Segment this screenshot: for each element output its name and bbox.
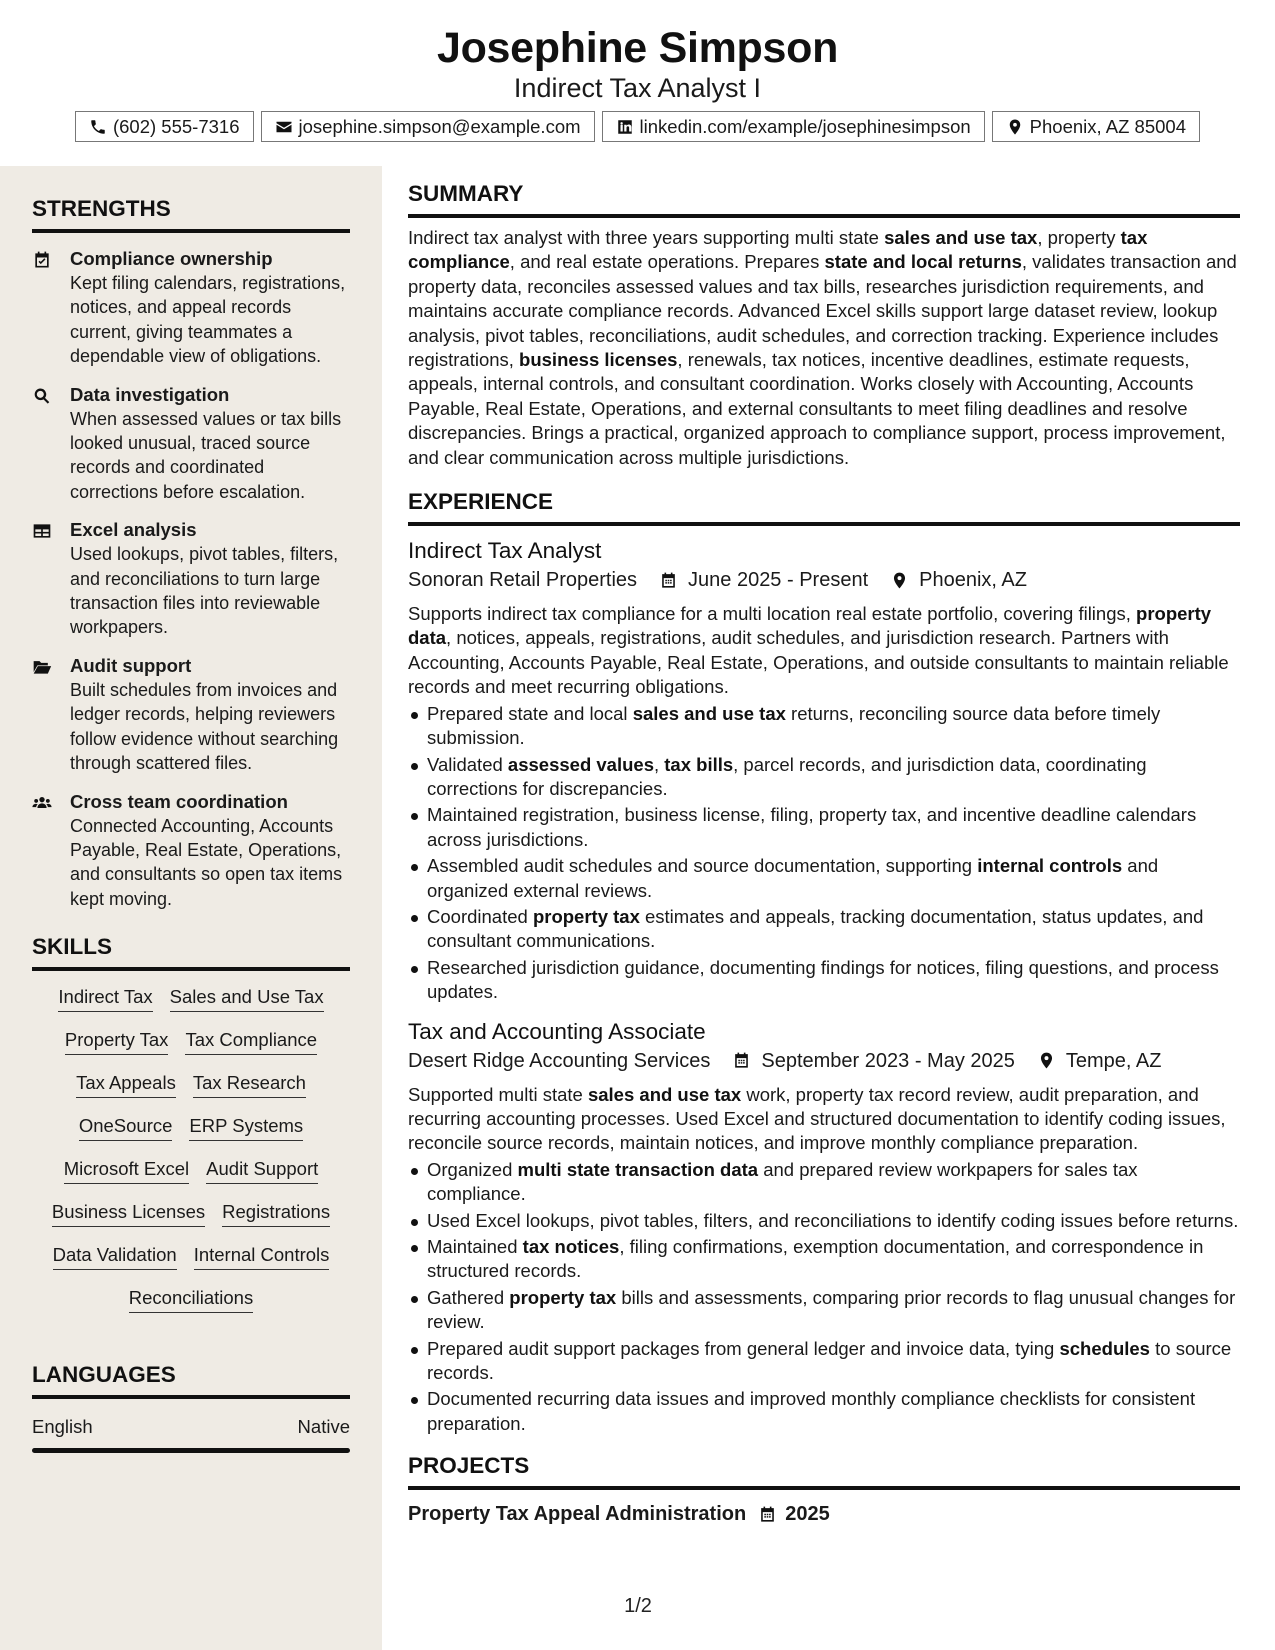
job-bullet: Organized multi state transaction data and prepared review workpapers for sales tax compliance.	[408, 1158, 1240, 1207]
job-location: Phoenix, AZ	[919, 569, 1027, 592]
job-meta	[408, 566, 1240, 594]
job-company: Desert Ridge Accounting Services	[408, 1049, 711, 1072]
bold-phrase: tax compliance	[408, 227, 1148, 273]
job-location: Tempe, AZ	[1065, 1049, 1162, 1072]
strength-item	[32, 518, 350, 640]
project-name: Property Tax Appeal Administration	[408, 1503, 747, 1526]
skill-tag: Audit Support	[206, 1157, 318, 1184]
skill-tag: Microsoft Excel	[64, 1157, 189, 1184]
contact-bar	[0, 111, 1275, 142]
calendar-check-icon	[32, 250, 52, 270]
contact-location	[992, 111, 1200, 142]
strengths-heading: STRENGTHS	[32, 196, 171, 221]
envelope-icon	[275, 118, 293, 136]
job-bullet: Prepared audit support packages from general ledger and invoice data, tying schedules to source records.	[408, 1337, 1240, 1386]
job-description: Supported multi state sales and use tax work, property tax record review, audit preparation, and recurring accounting processes. Used Excel and structured documentation to identify coding issues, reconcile source records, maintain notices, and improve monthly compliance preparation.	[408, 1083, 1226, 1154]
bold-phrase: property tax	[532, 905, 640, 927]
bold-phrase: multi state transaction data	[517, 1158, 759, 1180]
job-bullet: Gathered property tax bills and assessments, comparing prior records to flag unusual changes for review.	[408, 1286, 1240, 1335]
job-title: Indirect Tax Analyst	[408, 538, 602, 564]
strength-description: Kept filing calendars, registrations, notices, and appeal records current, giving teammates a dependable view of obligations.	[70, 273, 346, 367]
job-title: Tax and Accounting Associate	[408, 1018, 706, 1044]
strength-name: Compliance ownership	[70, 248, 273, 269]
candidate-name: Josephine Simpson	[436, 24, 839, 72]
job-bullet: Prepared state and local sales and use tax returns, reconciling source data before timely submission.	[408, 702, 1240, 751]
bold-phrase: assessed values	[507, 753, 654, 775]
section-divider	[408, 214, 1240, 218]
skills-heading: SKILLS	[32, 934, 113, 960]
main-column	[408, 166, 1240, 1528]
calendar-icon	[732, 1051, 751, 1070]
contact-phone-text: (602) 555-7316	[112, 115, 240, 137]
skill-tag: Business Licenses	[52, 1200, 205, 1227]
languages-heading: LANGUAGES	[32, 1362, 176, 1388]
language-name: English	[32, 1416, 93, 1438]
bold-phrase: property data	[408, 603, 1212, 649]
candidate-title: Indirect Tax Analyst I	[513, 73, 762, 103]
users-icon	[32, 793, 52, 813]
job-dates: June 2025 - Present	[688, 569, 869, 592]
job-bullet: Validated assessed values, tax bills, parcel records, and jurisdiction data, coordinating corrections for discrepancies.	[408, 753, 1240, 802]
job-description: Supports indirect tax compliance for a multi location real estate portfolio, covering filings, property data, notices, appeals, registrations, audit schedules, and jurisdiction research. Partners with Accounting, Accounts Payable, Real Estate, Operations, and outside consultants to maintain reliable records and meet recurring obligations.	[408, 603, 1229, 698]
skill-tag: Property Tax	[65, 1028, 169, 1055]
strength-item	[32, 383, 350, 505]
skill-tag: Tax Appeals	[76, 1071, 176, 1098]
experience-heading: EXPERIENCE	[408, 489, 554, 515]
strength-description: Connected Accounting, Accounts Payable, Real Estate, Operations, and consultants so open tax items kept moving.	[70, 815, 343, 909]
strength-name: Excel analysis	[70, 519, 197, 541]
skill-tag: Indirect Tax	[58, 985, 152, 1012]
bold-phrase: sales and use tax	[632, 702, 786, 724]
skill-tag: Internal Controls	[194, 1243, 330, 1270]
summary-heading: SUMMARY	[408, 181, 524, 206]
language-proficiency-bar	[32, 1448, 350, 1453]
strength-description: Used lookups, pivot tables, filters, and reconciliations to turn large transaction files into reviewable workpapers.	[70, 544, 339, 638]
bold-phrase: tax bills	[664, 753, 734, 775]
strength-name: Audit support	[70, 654, 192, 676]
skill-tag: OneSource	[79, 1114, 173, 1141]
job-entry	[408, 536, 1240, 1005]
strength-description: When assessed values or tax bills looked unusual, traced source records and coordinated corrections before escalation.	[70, 408, 342, 502]
section-divider	[32, 1395, 350, 1399]
job-bullet: Maintained tax notices, filing confirmations, exemption documentation, and correspondence in structured records.	[408, 1235, 1240, 1284]
strength-description: Built schedules from invoices and ledger records, helping reviewers follow evidence without searching through scattered files.	[70, 679, 339, 774]
skill-tag: Tax Compliance	[185, 1028, 317, 1055]
map-pin-icon	[1037, 1051, 1056, 1070]
job-bullet: Used Excel lookups, pivot tables, filters, and reconciliations to identify coding issues before returns.	[408, 1209, 1240, 1233]
job-bullets	[408, 702, 1240, 1005]
language-row	[32, 1415, 350, 1439]
projects-heading: PROJECTS	[408, 1453, 530, 1479]
bold-phrase: schedules	[1059, 1337, 1150, 1359]
contact-phone[interactable]	[75, 111, 254, 142]
bold-phrase: sales and use tax	[884, 227, 1038, 248]
job-dates: September 2023 - May 2025	[761, 1049, 1015, 1072]
map-pin-icon	[890, 571, 909, 590]
skill-tag: Registrations	[222, 1200, 330, 1227]
calendar-icon	[758, 1505, 777, 1524]
job-company: Sonoran Retail Properties	[408, 569, 638, 592]
skill-tag: Tax Research	[193, 1071, 306, 1098]
bold-phrase: state and local returns	[824, 251, 1022, 273]
skills-list	[32, 971, 350, 1313]
sidebar	[0, 166, 382, 1650]
language-level: Native	[297, 1416, 350, 1438]
contact-email-text: josephine.simpson@example.com	[298, 115, 581, 137]
bold-phrase: tax notices	[522, 1236, 620, 1257]
section-divider	[408, 522, 1240, 526]
section-divider	[32, 229, 350, 233]
strength-name: Data investigation	[70, 383, 230, 405]
resume-header	[0, 0, 1275, 142]
calendar-icon	[659, 571, 678, 590]
phone-icon	[89, 118, 107, 136]
strength-item	[32, 654, 350, 776]
job-entry	[408, 1017, 1240, 1437]
job-bullet: Assembled audit schedules and source documentation, supporting internal controls and organized external reviews.	[408, 854, 1240, 903]
strength-name: Cross team coordination	[70, 790, 288, 812]
linkedin-icon	[616, 118, 634, 136]
strength-item	[32, 247, 350, 369]
folder-open-icon	[32, 657, 52, 677]
project-year: 2025	[785, 1503, 830, 1526]
bold-phrase: business licenses	[519, 349, 678, 371]
contact-linkedin-text: linkedin.com/example/josephinesimpson	[639, 115, 971, 137]
skill-tag: Sales and Use Tax	[170, 985, 324, 1012]
map-pin-icon	[1006, 118, 1024, 136]
summary-text: Indirect tax analyst with three years supporting multi state sales and use tax, property tax compliance, and real estate operations. Prepares state and local returns, validates transaction and property data, reconciles assessed values and tax bills, researches jurisdiction requirements, and maintains accurate compliance records. Advanced Excel skills support large dataset review, lookup analysis, pivot tables, reconciliations, audit schedules, and correction tracking. Experience includes registrations, business licenses, renewals, tax notices, incentive deadlines, estimate requests, appeals, internal controls, and consultant coordination. Works closely with Accounting, Accounts Payable, Real Estate, Operations, and external consultants to meet filing deadlines and resolve discrepancies. Brings a practical, organized approach to compliance support, process improvement, and clear communication across multiple jurisdictions.	[408, 227, 1237, 468]
job-bullet: Documented recurring data issues and improved monthly compliance checklists for consistent preparation.	[408, 1387, 1240, 1436]
project-entry	[408, 1500, 1240, 1528]
search-icon	[32, 386, 52, 406]
job-bullet: Researched jurisdiction guidance, documenting findings for notices, filing questions, and process updates.	[408, 956, 1240, 1005]
contact-email[interactable]	[261, 111, 595, 142]
page-number: 1/2	[624, 1595, 652, 1617]
contact-linkedin[interactable]	[602, 111, 985, 142]
bold-phrase: property tax	[509, 1286, 617, 1308]
table-icon	[32, 521, 52, 541]
job-bullet: Maintained registration, business license, filing, property tax, and incentive deadline calendars across jurisdictions.	[408, 803, 1240, 852]
job-meta	[408, 1047, 1240, 1075]
bold-phrase: internal controls	[977, 855, 1123, 877]
skill-tag: Data Validation	[53, 1243, 177, 1270]
strength-item	[32, 790, 350, 912]
section-divider	[408, 1486, 1240, 1490]
job-bullet: Coordinated property tax estimates and appeals, tracking documentation, status updates, and consultant communications.	[408, 905, 1240, 954]
job-bullets	[408, 1158, 1240, 1436]
skill-tag: ERP Systems	[189, 1114, 303, 1141]
bold-phrase: sales and use tax	[587, 1083, 742, 1105]
skill-tag: Reconciliations	[129, 1286, 253, 1313]
contact-location-text: Phoenix, AZ 85004	[1029, 115, 1186, 137]
